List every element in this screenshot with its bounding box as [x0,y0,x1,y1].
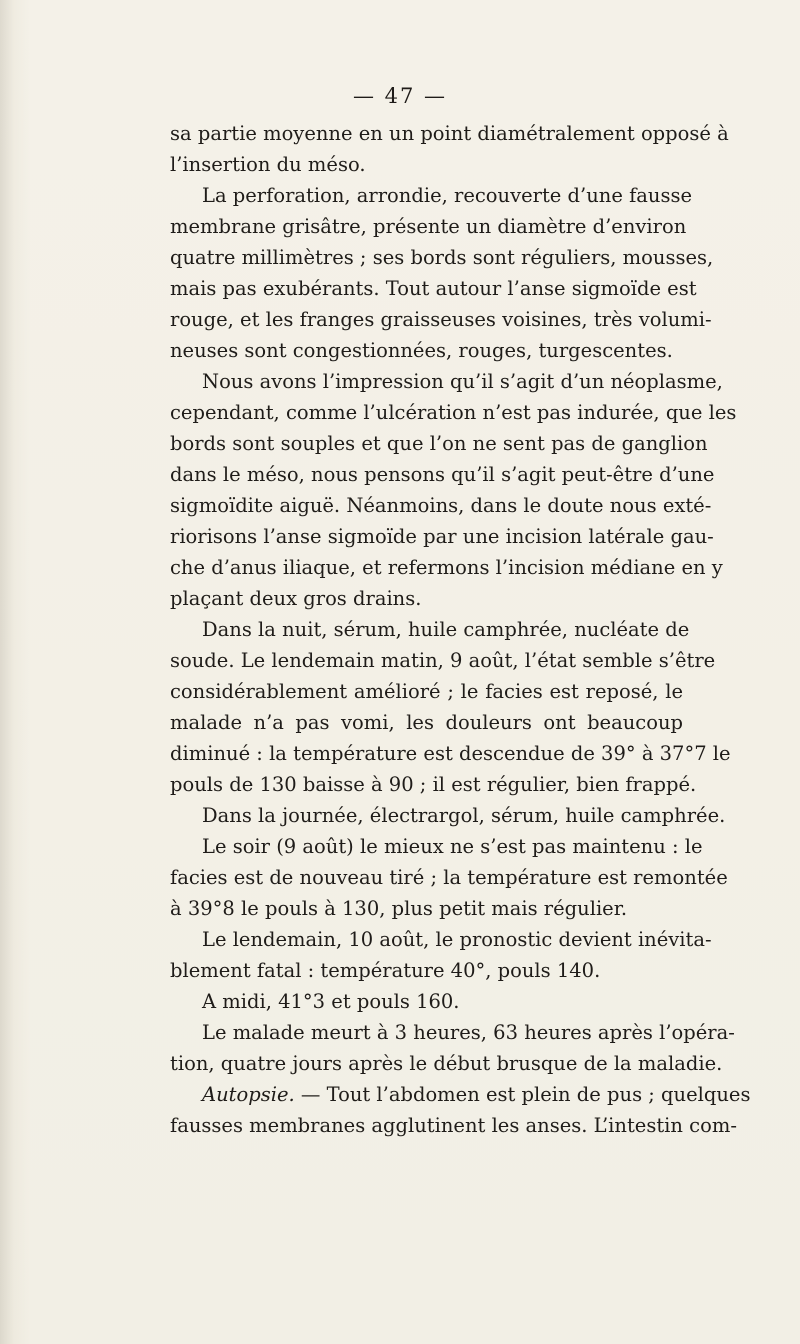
text-line: Nous avons l’impression qu’il s’agit d’un néoplasme, [202,370,723,393]
text-line: pouls de 130 baisse à 90 ; il est régulier, bien frappé. [170,773,697,796]
page-number: — 47 — [352,84,448,108]
text-line: sigmoïdite aiguë. Néanmoins, dans le doute nous exté- [170,494,712,517]
text-line: considérablement amélioré ; le facies est reposé, le [170,680,683,703]
text-line: mais pas exubérants. Tout autour l’anse sigmoïde est [170,277,697,300]
text-line: cependant, comme l’ulcération n’est pas indurée, que les [170,401,737,424]
text-line: soude. Le lendemain matin, 9 août, l’état semble s’être [170,649,716,672]
text-line: plaçant deux gros drains. [170,587,422,610]
autopsie-text: — Tout l’abdomen est plein de pus ; quelques [300,1083,751,1106]
text-line: facies est de nouveau tiré ; la température est remontée [170,866,728,889]
text-line: Le malade meurt à 3 heures, 63 heures après l’opéra- [202,1021,735,1044]
text-line: Le soir (9 août) le mieux ne s’est pas maintenu : le [202,835,703,858]
text-line-autopsie [170,1079,751,1110]
text-line: Le lendemain, 10 août, le pronostic devient inévita- [202,928,712,951]
text-line: tion, quatre jours après le début brusque de la maladie. [170,1052,723,1075]
text-line: quatre millimètres ; ses bords sont réguliers, mousses, [170,246,714,269]
text-line: neuses sont congestionnées, rouges, turgescentes. [170,339,673,362]
text-line: riorisons l’anse sigmoïde par une incision latérale gau- [170,525,714,548]
text-line: Dans la journée, électrargol, sérum, huile camphrée. [202,804,726,827]
text-line: l’insertion du méso. [170,153,366,176]
text-line: A midi, 41°3 et pouls 160. [202,990,460,1013]
text-line: fausses membranes agglutinent les anses. L’intestin com- [170,1114,737,1137]
text-line: sa partie moyenne en un point diamétralement opposé à [170,122,729,145]
text-line: rouge, et les franges graisseuses voisines, très volumi- [170,308,712,331]
body-text [170,118,751,1141]
text-line: dans le méso, nous pensons qu’il s’agit peut-être d’une [170,463,715,486]
text-line: malade n’a pas vomi, les douleurs ont beaucoup [170,711,683,734]
autopsie-label: Autopsie. [202,1083,295,1106]
text-line: blement fatal : température 40°, pouls 140. [170,959,601,982]
text-line: bords sont souples et que l’on ne sent pas de ganglion [170,432,708,455]
text-line: à 39°8 le pouls à 130, plus petit mais régulier. [170,897,628,920]
text-line: membrane grisâtre, présente un diamètre d’environ [170,215,687,238]
text-line: che d’anus iliaque, et refermons l’incision médiane en y [170,556,723,579]
text-line: La perforation, arrondie, recouverte d’une fausse [202,184,693,207]
text-line: diminué : la température est descendue de 39° à 37°7 le [170,742,731,765]
text-line: Dans la nuit, sérum, huile camphrée, nucléate de [202,618,690,641]
